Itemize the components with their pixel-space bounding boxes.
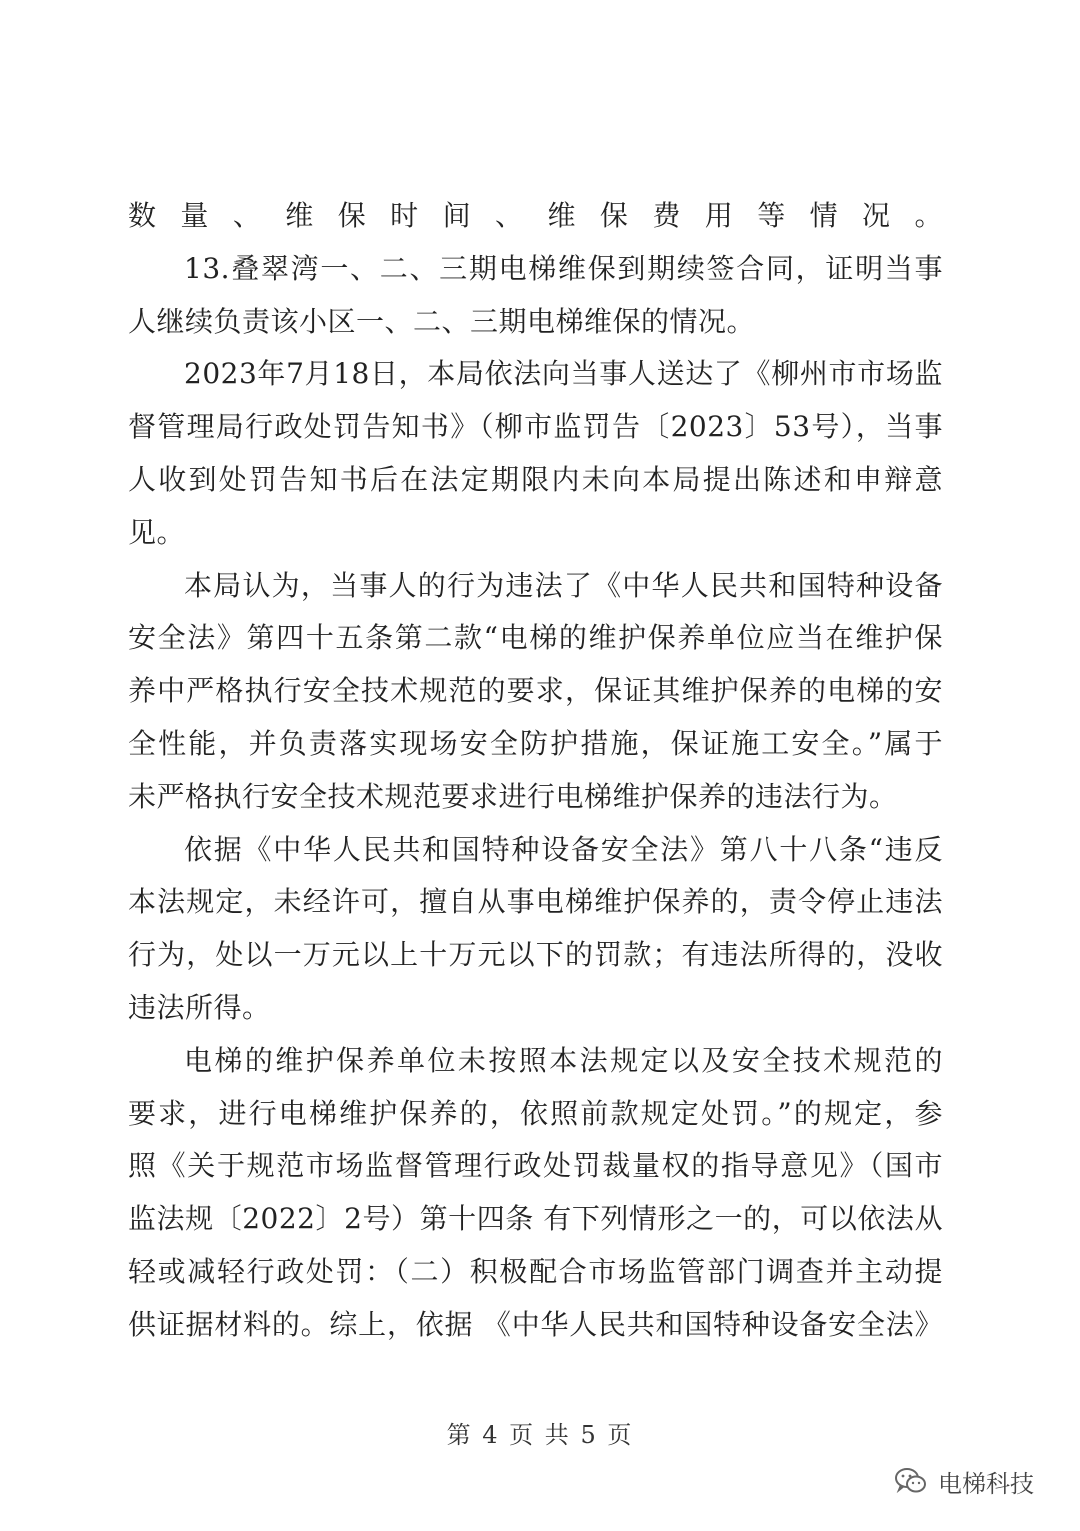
text-line: 安全法》第四十五条第二款“电梯的维护保养单位应当在维护保: [128, 621, 943, 655]
text-line: 本法规定，未经许可，擅自从事电梯维护保养的，责令停止违法: [128, 885, 943, 919]
document-body: [128, 190, 943, 1352]
text-line: 未严格执行安全技术规范要求进行电梯维护保养的违法行为。: [128, 779, 898, 813]
text-line: 2023年7月18日，本局依法向当事人送达了《柳州市市场监: [184, 357, 943, 391]
text-line: 监法规〔2022〕2号）第十四条 有下列情形之一的，可以依法从: [128, 1202, 943, 1236]
text-line: 行为，处以一万元以上十万元以下的罚款；有违法所得的，没收: [128, 938, 943, 972]
watermark: [894, 1461, 1034, 1501]
text-line: 依据《中华人民共和国特种设备安全法》第八十八条“违反: [184, 832, 943, 866]
text-line: 全性能，并负责落实现场安全防护措施，保证施工安全。”属于: [128, 726, 943, 760]
text-line: 督管理局行政处罚告知书》（柳市监罚告〔2023〕53号），当事: [128, 410, 943, 444]
text-line: 照《关于规范市场监督管理行政处罚裁量权的指导意见》（国市: [128, 1149, 943, 1183]
text-line: 本局认为，当事人的行为违法了《中华人民共和国特种设备: [184, 568, 943, 602]
page-number: 第 4 页 共 5 页: [446, 1421, 634, 1449]
text-line: 电梯的维护保养单位未按照本法规定以及安全技术规范的: [184, 1043, 943, 1077]
text-line: 13.叠翠湾一、二、三期电梯维保到期续签合同，证明当事: [184, 251, 943, 285]
text-line: 数量、维保时间、维保费用等情况。: [128, 199, 943, 232]
text-line: 人继续负责该小区一、二、三期电梯维保的情况。: [128, 304, 756, 338]
watermark-text: 电梯科技: [938, 1469, 1034, 1498]
text-line: 轻或减轻行政处罚：（二）积极配合市场监管部门调查并主动提: [128, 1254, 943, 1288]
text-line: 要求，进行电梯维护保养的，依照前款规定处罚。”的规定，参: [128, 1096, 943, 1130]
text-line: 人收到处罚告知书后在法定期限内未向本局提出陈述和申辩意: [128, 462, 943, 496]
text-line: 养中严格执行安全技术规范的要求，保证其维护保养的电梯的安: [128, 674, 943, 708]
text-line: 见。: [128, 515, 186, 549]
text-line: 违法所得。: [128, 990, 271, 1024]
text-line: 供证据材料的。综上，依据 《中华人民共和国特种设备安全法》: [128, 1307, 943, 1341]
wechat-official-account-icon: [894, 1466, 928, 1496]
